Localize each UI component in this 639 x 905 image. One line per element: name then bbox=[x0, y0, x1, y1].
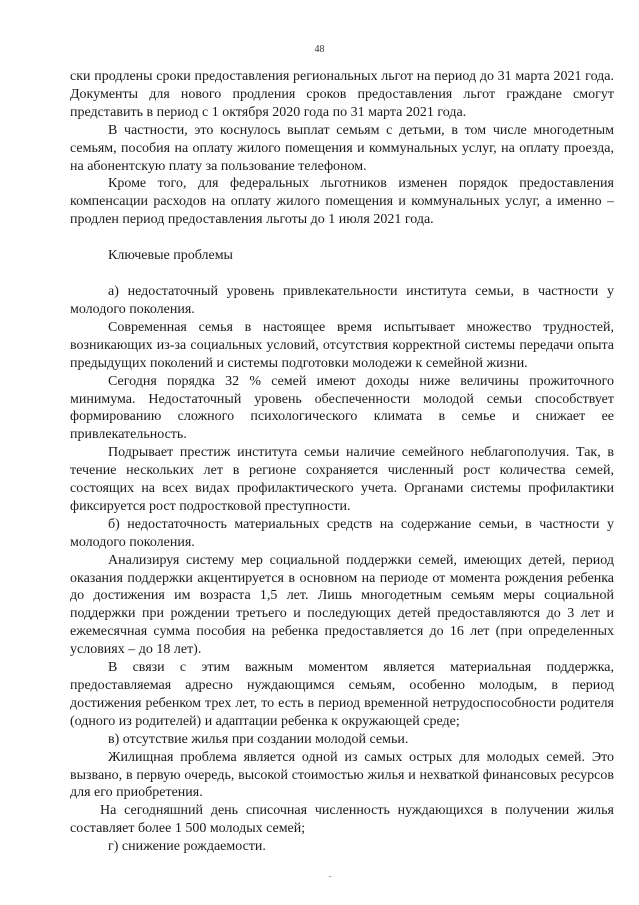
paragraph: В связи с этим важным моментом является материальная поддержка, предоставляемая адресно нуждающимся семьям, особенно молодым, в период достижения ребенком трех лет, то есть в период временной нетрудоспособности родителя (одного из родителей) и адаптации ребенка к окружающей среде; bbox=[70, 660, 614, 729]
paragraph: Анализируя систему мер социальной поддержки семей, имеющих детей, период оказания поддержки акцентируется в основном на периоде от момента рождения ребенка до достижения им возраста 1,5 лет. Лишь многодетным семьям меры социальной поддержки при рождении третьего и последующих детей предоставляются до 3 лет и ежемесячная сумма пособия на ребенка предоставляется до 16 лет (при определенных условиях – до 18 лет). bbox=[70, 552, 614, 658]
section-heading: Ключевые проблемы bbox=[108, 248, 233, 264]
page-number: 48 bbox=[314, 44, 325, 55]
paragraph: Кроме того, для федеральных льготников изменен порядок предоставления компенсации расходов на оплату жилого помещения и коммунальных услуг, а именно – продлен период предоставления льготы до 1 июля 2021 года. bbox=[70, 176, 614, 228]
paragraph: Подрывает престиж института семьи наличие семейного неблагополучия. Так, в течение нескольких лет в регионе сохраняется численный рост количества семей, состоящих на всех видах профилактического учета. Органами системы профилактики фиксируется рост подростковой преступности. bbox=[70, 445, 614, 514]
paragraph: Сегодня порядка 32 % семей имеют доходы ниже величины прожиточного минимума. Недостаточный уровень обеспеченности молодой семьи способствует формированию сложного психологического климата в семье и снижает ее привлекательность. bbox=[70, 373, 614, 443]
paragraph: В частности, это коснулось выплат семьям с детьми, в том числе многодетным семьям, пособия на оплату жилого помещения и коммунальных услуг, на оплату проезда, на абонентскую плату за пользование телефоном. bbox=[70, 122, 614, 174]
paragraph: г) снижение рождаемости. bbox=[108, 839, 266, 855]
paragraph: Современная семья в настоящее время испытывает множество трудностей, возникающих из-за социальных условий, отсутствия корректной системы передачи опыта предыдущих поколений и системы подготовки молодежи к семейной жизни. bbox=[70, 319, 614, 371]
paragraph: а) недостаточный уровень привлекательности института семьи, в частности у молодого поколения. bbox=[70, 284, 614, 317]
paragraph: в) отсутствие жилья при создании молодой семьи. bbox=[108, 731, 409, 747]
paragraph: На сегодняшний день списочная численность нуждающихся в получении жилья составляет более 1 500 молодых семей; bbox=[70, 803, 614, 837]
document-body bbox=[70, 68, 614, 856]
paragraph: Жилищная проблема является одной из самых острых для молодых семей. Это вызвано, в первую очередь, высокой стоимостью жилья и нехваткой финансовых ресурсов для его приобретения. bbox=[70, 749, 614, 801]
paragraph: ски продлены сроки предоставления региональных льгот на период до 31 марта 2021 года. Документы для нового продления сроков предоставления льгот граждане смогут представить в период с 1 октября 2020 года по 31 марта 2021 года. bbox=[70, 69, 614, 120]
scan-mark bbox=[329, 876, 331, 877]
paragraph: б) недостаточность материальных средств на содержание семьи, в частности у молодого поколения. bbox=[70, 516, 614, 550]
